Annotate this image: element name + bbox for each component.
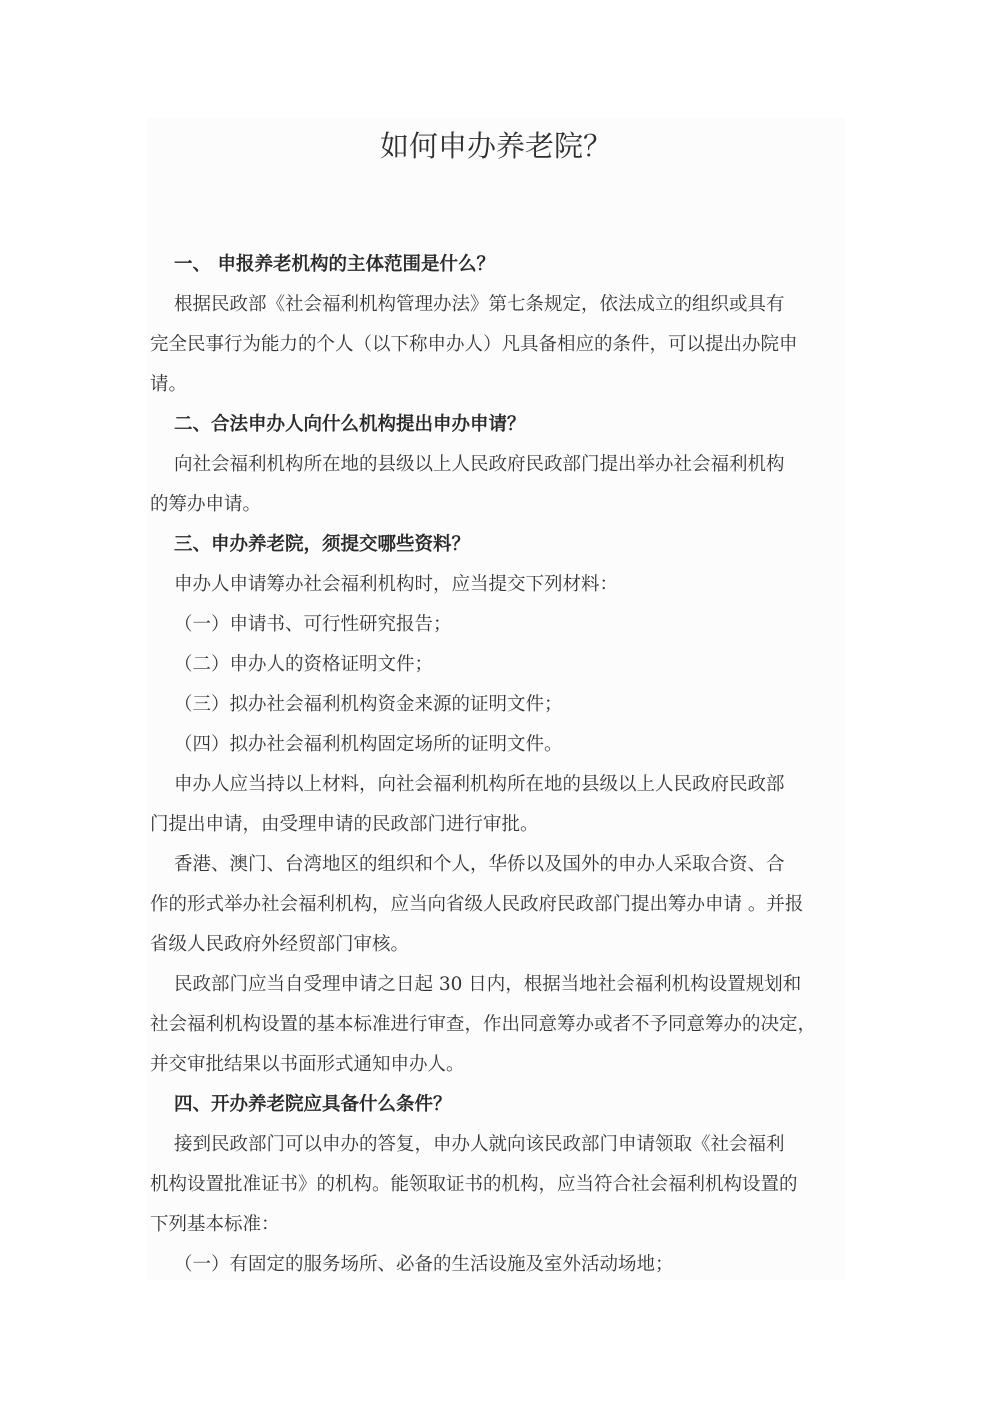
section-heading-4: 四、开办养老院应具备什么条件？: [174, 1094, 452, 1115]
section-heading-2: 二、合法申办人向什么机构提出申办申请？: [174, 414, 526, 435]
paragraph-line: 向社会福利机构所在地的县级以上人民政府民政部门提出举办社会福利机构: [174, 454, 785, 475]
paragraph-line: 省级人民政府外经贸部门审核。: [150, 934, 410, 955]
list-item: （一）申请书、可行性研究报告；: [174, 614, 452, 635]
paragraph-line: 社会福利机构设置的基本标准进行审查，作出同意筹办或者不予同意筹办的决定，: [150, 1014, 817, 1035]
paragraph-line: 完全民事行为能力的个人（以下称申办人）凡具备相应的条件，可以提出办院申: [150, 334, 798, 355]
document-body: [150, 245, 842, 1285]
paragraph-line: 门提出申请，由受理申请的民政部门进行审批。: [150, 814, 539, 835]
document-title: 如何申办养老院？: [379, 129, 612, 163]
paragraph-line: 申办人申请筹办社会福利机构时，应当提交下列材料：: [174, 574, 619, 595]
list-item: （三）拟办社会福利机构资金来源的证明文件；: [174, 694, 563, 715]
paragraph-line: 机构设置批准证书》的机构。能领取证书的机构，应当符合社会福利机构设置的: [150, 1174, 798, 1195]
paragraph-line: 并交审批结果以书面形式通知申办人。: [150, 1054, 465, 1075]
list-item: （二）申办人的资格证明文件；: [174, 654, 434, 675]
section-heading-1: 一、 申报养老机构的主体范围是什么？: [174, 254, 495, 275]
paragraph-line: 请。: [150, 374, 188, 395]
paragraph-line: 接到民政部门可以申办的答复，申办人就向该民政部门申请领取《社会福利: [174, 1134, 785, 1155]
list-item: （四）拟办社会福利机构固定场所的证明文件。: [174, 734, 563, 755]
paragraph-line: 下列基本标准：: [150, 1214, 280, 1235]
list-item: （一）有固定的服务场所、必备的生活设施及室外活动场地；: [174, 1254, 674, 1275]
paragraph-line: 根据民政部《社会福利机构管理办法》第七条规定，依法成立的组织或具有: [174, 294, 785, 315]
paragraph-line: 作的形式举办社会福利机构，应当向省级人民政府民政部门提出筹办申请 。并报: [150, 894, 804, 915]
section-heading-3: 三、申办养老院，须提交哪些资料？: [174, 534, 471, 555]
paragraph-line: 申办人应当持以上材料，向社会福利机构所在地的县级以上人民政府民政部: [174, 774, 785, 795]
paragraph-line: 民政部门应当自受理申请之日起 30 日内，根据当地社会福利机构设置规划和: [174, 974, 802, 995]
paragraph-line: 的筹办申请。: [150, 494, 262, 515]
paragraph-line: 香港、澳门、台湾地区的组织和个人，华侨以及国外的申办人采取合资、合: [174, 854, 785, 875]
